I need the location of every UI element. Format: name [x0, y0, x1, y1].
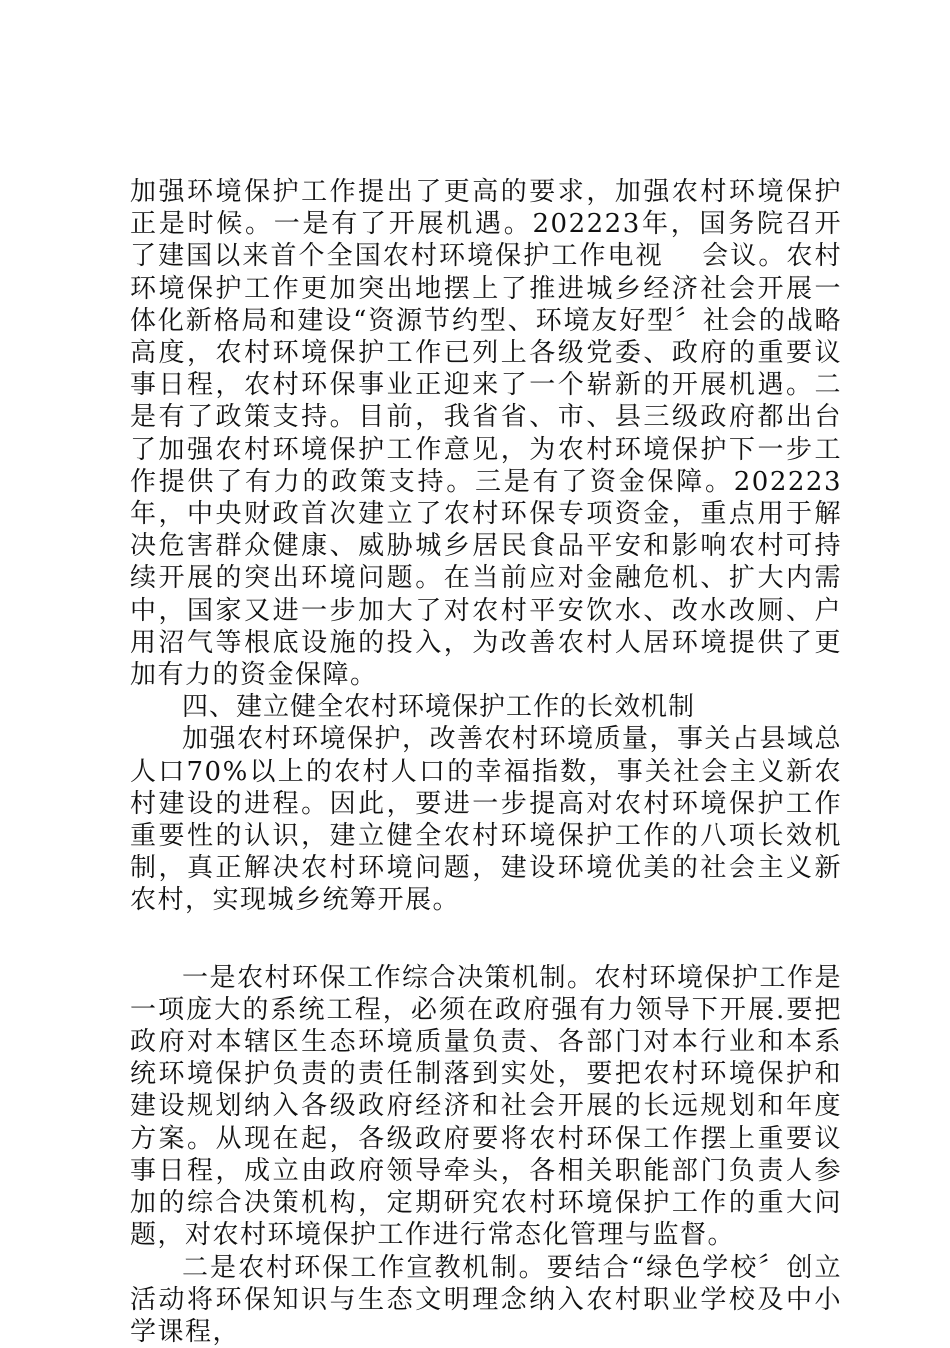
- paragraph-mechanism-two: 二是农村环保工作宣教机制。要结合“绿色学校〞创立活动将环保知识与生态文明理念纳入农村职业学校及中小学课程，: [130, 1252, 842, 1348]
- document-body: [130, 176, 842, 1348]
- paragraph-spacer: [130, 917, 842, 962]
- paragraph-mechanism-one: 一是农村环保工作综合决策机制。农村环境保护工作是一项庞大的系统工程，必须在政府强有力领导下开展.要把政府对本辖区生态环境质量负责、各部门对本行业和本系统环境保护负责的责任制落到实处，要把农村环境保护和建设规划纳入各级政府经济和社会开展的长远规划和年度方案。从现在起，各级政府要将农村环保工作摆上重要议事日程，成立由政府领导牵头，各相关职能部门负责人参加的综合决策机构，定期研究农村环境保护工作的重大问题，对农村环境保护工作进行常态化管理与监督。: [130, 962, 842, 1252]
- paragraph-importance: 加强农村环境保护，改善农村环境质量，事关占县域总人口70%以上的农村人口的幸福指数，事关社会主义新农村建设的进程。因此，要进一步提高对农村环境保护工作重要性的认识，建立健全农村环境保护工作的八项长效机制，真正解决农村环境问题，建设环境优美的社会主义新农村，实现城乡统筹开展。: [130, 723, 842, 916]
- section-heading-four: 四、建立健全农村环境保护工作的长效机制: [130, 691, 842, 723]
- paragraph-opportunities: 加强环境保护工作提出了更高的要求，加强农村环境保护正是时候。一是有了开展机遇。202223年，国务院召开了建国以来首个全国农村环境保护工作电视 会议。农村环境保护工作更加突出地摆上了推进城乡经济社会开展一体化新格局和建设“资源节约型、环境友好型〞社会的战略高度，农村环境保护工作已列上各级党委、政府的重要议事日程，农村环保事业正迎来了一个崭新的开展机遇。二是有了政策支持。目前，我省省、市、县三级政府都出台了加强农村环境保护工作意见，为农村环境保护下一步工作提供了有力的政策支持。三是有了资金保障。202223年，中央财政首次建立了农村环保专项资金，重点用于解决危害群众健康、威胁城乡居民食品平安和影响农村可持续开展的突出环境问题。在当前应对金融危机、扩大内需中，国家又进一步加大了对农村平安饮水、改水改厕、户用沼气等根底设施的投入，为改善农村人居环境提供了更加有力的资金保障。: [130, 176, 842, 691]
